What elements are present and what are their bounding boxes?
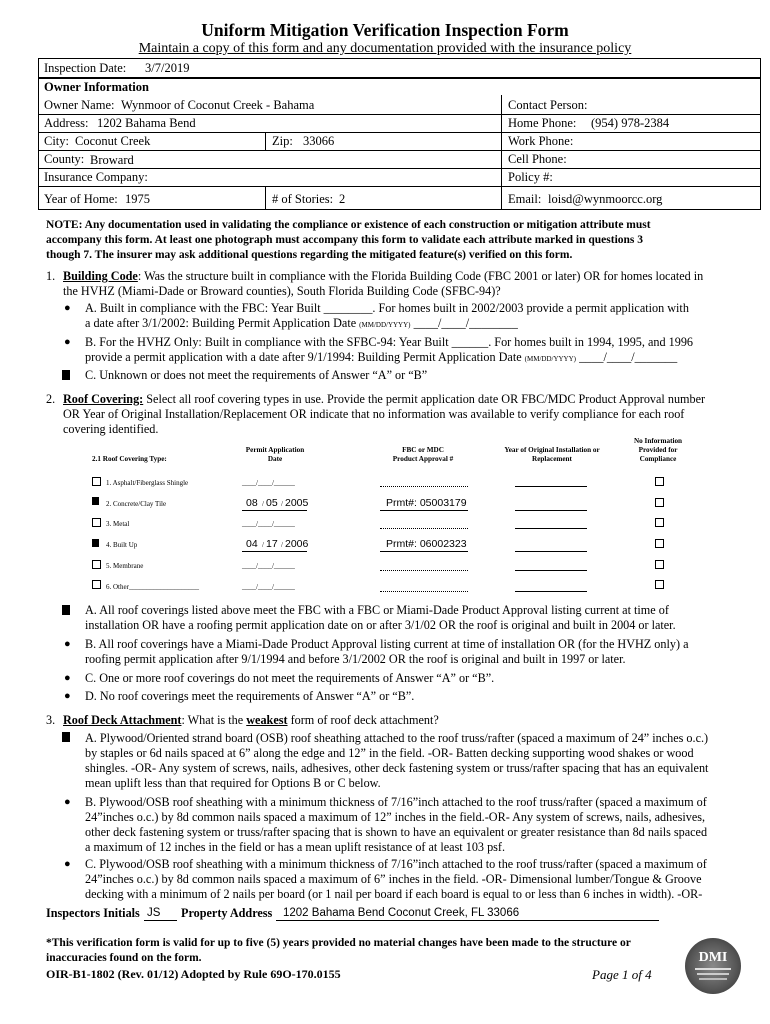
inspector-initials-label: Inspectors Initials — [46, 906, 140, 920]
q3-option-a-line-3: shingles. -OR- Any system of screws, nails, adhesives, other deck fastening system or truss/rafter spacing that has an equivalent — [85, 761, 709, 775]
q2-option-d-line: D. No roof coverings meet the requirements of Answer “A” or “B”. — [85, 689, 415, 703]
no-info-checkbox[interactable] — [655, 580, 664, 589]
q3-option-b-line-2: 24”inches o.c.) by 8d common nails spaced a maximum of 12” inches in the field.-OR- Any system of screws, nails, adhesives, — [85, 810, 706, 824]
permit-date-year[interactable]: 2006 — [285, 538, 309, 550]
inspector-initials-value[interactable]: JS — [147, 907, 161, 919]
q1-option-b-line-2 — [85, 350, 677, 367]
q2-option-a-line-1: A. All roof coverings listed above meet the FBC with a FBC or Miami-Dade Product Approval listing current at time of — [85, 603, 669, 617]
permit-date-blank[interactable]: ____/____/______ — [242, 520, 295, 528]
q3-option-c-line-2: 24”inches o.c.) by 8d common nails spaced a maximum of 6” inches in the field. -OR- Dimensional lumber/Tongue & Groove — [85, 872, 702, 886]
q3-option-c-line-3: decking with a minimum of 2 nails per board (or 1 nail per board if each board is equal to or less than 6 inches in width). -OR- — [85, 887, 703, 901]
q3-number: 3. — [46, 713, 56, 727]
stories-label: # of Stories: — [272, 192, 334, 206]
permit-date-year[interactable]: 2005 — [285, 497, 309, 509]
property-address-label: Property Address — [181, 906, 273, 920]
q1-option-a-line-1: A. Built in compliance with the FBC: Year Built ________. For homes built in 2002/2003 provide a permit application with — [85, 301, 689, 315]
address-value[interactable]: 1202 Bahama Bend — [97, 116, 196, 130]
q2-line-1: Select all roof covering types in use. Provide the permit application date OR FBC/MDC Product Approval number — [143, 392, 706, 406]
county-label: County: — [44, 152, 85, 166]
q3-option-b-line-4: a maximum of 12 inches in the field or has a mean uplift resistance of at least 103 psf. — [85, 840, 506, 854]
product-approval-value[interactable]: Prmt#: 06002323 — [386, 538, 467, 550]
roof-type-checkbox-checked[interactable] — [92, 497, 99, 505]
note-line-3: though 7. The insurer may ask additional questions regarding the mitigated feature(s) verified on this form. — [46, 249, 573, 261]
product-approval-blank[interactable] — [380, 591, 468, 592]
col-roof-type: 2.1 Roof Covering Type: — [92, 455, 167, 463]
roof-type-label: 3. Metal — [106, 520, 130, 528]
q2-option-a-checkbox-checked[interactable] — [62, 605, 70, 615]
inspection-date-label: Inspection Date: — [44, 61, 127, 75]
product-approval-blank[interactable] — [380, 570, 468, 571]
col-permit-date: Permit Application Date — [245, 446, 305, 463]
q3-option-c-bullet[interactable]: ● — [64, 858, 71, 870]
q3-option-a-line-4: mean uplift less than that required for Options B or C below. — [85, 776, 381, 790]
date-slash: / — [262, 541, 264, 549]
col-no-info: No Information Provided for Compliance — [633, 437, 683, 463]
q3-post: form of roof deck attachment? — [287, 713, 439, 727]
q1-option-a-text: a date after 3/1/2002: Building Permit Application Date — [85, 316, 357, 330]
q2-line-2: OR Year of Original Installation/Replacement OR indicate that no information was available to verify compliance for each roof — [63, 407, 685, 421]
q2-option-b-bullet[interactable]: ● — [64, 638, 71, 650]
owner-name-value[interactable]: Wynmoor of Coconut Creek - Bahama — [121, 98, 315, 112]
year-install-blank[interactable] — [515, 570, 587, 571]
q2-text — [63, 392, 705, 407]
roof-type-checkbox-checked[interactable] — [92, 539, 99, 547]
property-address-value[interactable]: 1202 Bahama Bend Coconut Creek, FL 33066 — [283, 907, 520, 919]
form-title: Uniform Mitigation Verification Inspection Form — [201, 20, 569, 40]
q3-option-b-bullet[interactable]: ● — [64, 796, 71, 808]
policy-label: Policy #: — [508, 170, 553, 184]
q2-option-b-line-2: roofing permit application after 9/1/1994 and before 3/1/2002 OR the roof is original and built in 1997 or later. — [85, 652, 626, 666]
q1-option-a-blank[interactable]: ____/____/________ — [413, 316, 518, 330]
no-info-checkbox[interactable] — [655, 539, 664, 548]
contact-person-label: Contact Person: — [508, 98, 588, 112]
inspection-date-value[interactable]: 3/7/2019 — [145, 61, 190, 75]
q3-option-a-checkbox-checked[interactable] — [62, 732, 70, 742]
city-label: City: — [44, 134, 70, 148]
email-label: Email: — [508, 192, 542, 206]
permit-date-blank[interactable]: ____/____/______ — [242, 583, 295, 591]
roof-type-checkbox[interactable] — [92, 477, 101, 486]
roof-type-label: 2. Concrete/Clay Tile — [106, 500, 167, 508]
q1-option-b-format: (MM/DD/YYYY) — [524, 355, 577, 363]
city-value[interactable]: Coconut Creek — [75, 134, 151, 148]
q1-option-b-bullet[interactable]: ● — [64, 336, 71, 348]
date-slash: / — [281, 541, 283, 549]
year-of-home-value[interactable]: 1975 — [125, 192, 150, 206]
page-number: Page 1 of 4 — [592, 967, 652, 982]
q2-option-d-bullet[interactable]: ● — [64, 690, 71, 702]
q2-line-3: covering identified. — [63, 422, 159, 436]
q3-option-b-line-1: B. Plywood/OSB roof sheathing with a minimum thickness of 7/16”inch attached to the roof truss/rafter (spaced a maximum of — [85, 795, 707, 809]
permit-date-month[interactable]: 04 — [246, 538, 258, 550]
q1-option-a-format: (MM/DD/YYYY) — [359, 321, 411, 329]
q2-option-b-line-1: B. All roof coverings have a Miami-Dade Product Approval listing current at time of installation OR (for the HVHZ only) a — [85, 637, 689, 651]
no-info-checkbox[interactable] — [655, 518, 664, 527]
zip-label: Zip: — [272, 134, 293, 148]
q1-option-a-bullet[interactable]: ● — [64, 302, 71, 314]
cell-phone-label: Cell Phone: — [508, 152, 567, 166]
q2-number: 2. — [46, 392, 56, 406]
q3-option-a-line-2: by staples or 6d nails spaced at 6” along the edge and 12” in the field. -OR- Batten decking supporting wood shakes or wood — [85, 746, 694, 760]
note-line-1: NOTE: Any documentation used in validating the compliance or existence of each construction or mitigation attribute must — [46, 219, 651, 231]
validity-note-line-2: inaccuracies found on the form. — [46, 952, 202, 964]
date-slash: / — [281, 500, 283, 508]
q1-option-b-text: provide a permit application with a date after 9/1/1994: Building Permit Application Date — [85, 350, 522, 364]
year-install-blank[interactable] — [515, 528, 587, 529]
col-product-approval: FBC or MDC Product Approval # — [392, 446, 454, 463]
form-id: OIR-B1-1802 (Rev. 01/12) Adopted by Rule 69O-170.0155 — [46, 967, 341, 981]
q1-option-b-blank[interactable]: ____/____/_______ — [579, 350, 678, 364]
roof-type-checkbox[interactable] — [92, 518, 101, 527]
form-subtitle: Maintain a copy of this form and any documentation provided with the insurance policy — [138, 41, 632, 56]
permit-date-month[interactable]: 08 — [246, 497, 258, 509]
roof-type-checkbox[interactable] — [92, 580, 101, 589]
product-approval-blank[interactable] — [380, 528, 468, 529]
q3-title: Roof Deck Attachment — [63, 713, 182, 727]
no-info-checkbox[interactable] — [655, 560, 664, 569]
permit-date-blank[interactable]: ____/____/______ — [242, 479, 295, 487]
q3-weakest: weakest — [246, 713, 288, 727]
roof-type-label: 5. Membrane — [106, 562, 144, 570]
q1-line-1: : Was the structure built in compliance with the Florida Building Code (FBC 2001 or later) OR for homes located in — [137, 269, 704, 283]
q3-pre: : What is the — [181, 713, 247, 727]
permit-date-blank[interactable]: ____/____/______ — [242, 562, 295, 570]
q1-option-c-checkbox-checked[interactable] — [62, 370, 70, 380]
q1-number: 1. — [46, 269, 56, 283]
roof-type-label: 4. Built Up — [106, 541, 138, 549]
date-slash: / — [262, 500, 264, 508]
product-approval-blank[interactable] — [380, 486, 468, 487]
q1-option-b-line-1: B. For the HVHZ Only: Built in compliance with the SFBC-94: Year Built ______. For homes built in 1994, 1995, and 1996 — [85, 335, 694, 349]
q1-option-a-line-2 — [85, 316, 518, 333]
q1-text — [63, 269, 703, 284]
permit-date-day[interactable]: 17 — [266, 538, 278, 550]
year-install-blank[interactable] — [515, 551, 587, 552]
roof-type-label: 1. Asphalt/Fiberglass Shingle — [106, 479, 189, 487]
validity-note-line-1: *This verification form is valid for up to five (5) years provided no material changes have been made to the structure or — [46, 937, 631, 949]
q2-option-c-bullet[interactable]: ● — [64, 672, 71, 684]
owner-info-heading: Owner Information — [44, 80, 149, 94]
q3-option-b-line-3: other deck fastening system or truss/rafter spacing that is shown to have an equivalent or greater resistance than 8d nails spaced — [85, 825, 708, 839]
owner-name-label: Owner Name: — [44, 98, 115, 112]
col-year-install: Year of Original Installation or Replacement — [504, 446, 600, 463]
year-install-blank[interactable] — [515, 591, 587, 592]
stories-value[interactable]: 2 — [339, 192, 346, 206]
county-value[interactable]: Broward — [90, 153, 134, 167]
product-approval-value[interactable]: Prmt#: 05003179 — [386, 497, 467, 509]
note-line-2: accompany this form. At least one photograph must accompany this form to validate each attribute marked in questions 3 — [46, 234, 644, 246]
year-install-blank[interactable] — [515, 486, 587, 487]
home-phone-value[interactable]: (954) 978-2384 — [591, 116, 670, 130]
work-phone-label: Work Phone: — [508, 134, 574, 148]
zip-value[interactable]: 33066 — [303, 134, 335, 148]
seal-text: DMI — [698, 950, 728, 965]
q3-option-c-line-1: C. Plywood/OSB roof sheathing with a minimum thickness of 7/16”inch attached to the roof truss/rafter (spaced a maximum of — [85, 857, 707, 871]
roof-type-checkbox[interactable] — [92, 560, 101, 569]
q3-option-a-line-1: A. Plywood/Oriented strand board (OSB) roof sheathing attached to the roof truss/rafter (spaced a maximum of 24” inches o.c.) — [85, 731, 709, 745]
q1-title: Building Code — [63, 269, 138, 283]
q1-option-c-line: C. Unknown or does not meet the requirements of Answer “A” or “B” — [85, 368, 428, 382]
q2-title: Roof Covering: — [63, 392, 144, 406]
insurance-company-label: Insurance Company: — [44, 170, 148, 184]
permit-date-day[interactable]: 05 — [266, 497, 278, 509]
email-value[interactable]: loisd@wynmoorcc.org — [548, 192, 663, 206]
q3-text — [63, 713, 439, 728]
year-install-blank[interactable] — [515, 510, 587, 511]
roof-type-label: 6. Other____________________ — [106, 583, 199, 591]
year-of-home-label: Year of Home: — [44, 192, 118, 206]
q2-option-a-line-2: installation OR have a roofing permit application date on or after 3/1/02 OR the roof is original and built in 2004 or later. — [85, 618, 676, 632]
dmi-seal-logo — [685, 938, 741, 994]
no-info-checkbox[interactable] — [655, 477, 664, 486]
q1-line-2: the HVHZ (Miami-Dade or Broward counties), South Florida Building Code (SFBC-94)? — [63, 284, 501, 298]
home-phone-label: Home Phone: — [508, 116, 577, 130]
q2-option-c-line: C. One or more roof coverings do not meet the requirements of Answer “A” or “B”. — [85, 671, 495, 685]
address-label: Address: — [44, 116, 89, 130]
no-info-checkbox[interactable] — [655, 498, 664, 507]
